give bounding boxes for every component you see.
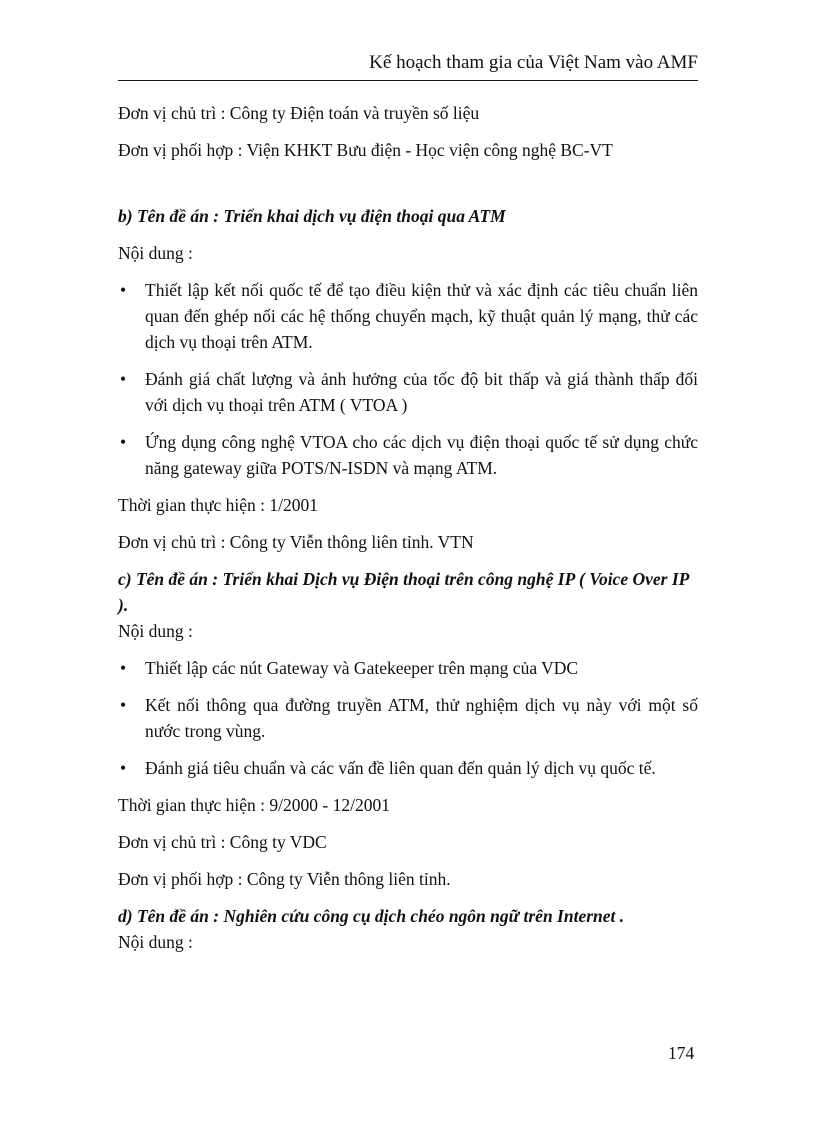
- bullet-icon: •: [120, 280, 127, 300]
- bullet-icon: •: [120, 369, 127, 389]
- running-header: Kế hoạch tham gia của Việt Nam vào AMF: [369, 52, 698, 73]
- list-item: • Đánh giá tiêu chuẩn và các vấn đề liên quan đến quản lý dịch vụ quốc tế.: [118, 755, 698, 781]
- list-item: • Đánh giá chất lượng và ảnh hưởng của tốc độ bit thấp và giá thành thấp đối với dịch vụ thoại trên ATM ( VTOA ): [118, 366, 698, 418]
- list-item: • Thiết lập các nút Gateway và Gatekeeper trên mạng của VDC: [118, 655, 698, 681]
- bullet-icon: •: [120, 695, 127, 715]
- section-c-content-label: Nội dung :: [118, 621, 193, 641]
- bullet-icon: •: [120, 432, 127, 452]
- section-c-host: Đơn vị chủ trì : Công ty VDC: [118, 832, 327, 852]
- bullet-icon: •: [120, 758, 127, 778]
- header-rule: [118, 80, 698, 81]
- intro-host: Đơn vị chủ trì : Công ty Điện toán và truyền số liệu: [118, 103, 480, 123]
- bullet-icon: •: [120, 658, 127, 678]
- section-d-content-label: Nội dung :: [118, 932, 193, 952]
- list-item: • Ứng dụng công nghệ VTOA cho các dịch vụ điện thoại quốc tế sử dụng chức năng gateway giữa POTS/N-ISDN và mạng ATM.: [118, 429, 698, 481]
- section-c-partner: Đơn vị phối hợp : Công ty Viễn thông liên tỉnh.: [118, 869, 451, 889]
- section-b-heading: b) Tên đề án : Triển khai dịch vụ điện thoại qua ATM: [118, 206, 506, 226]
- intro-partner: Đơn vị phối hợp : Viện KHKT Bưu điện - Học viện công nghệ BC-VT: [118, 140, 613, 160]
- page-number: 174: [668, 1043, 695, 1063]
- section-b-host: Đơn vị chủ trì : Công ty Viễn thông liên tỉnh. VTN: [118, 532, 474, 552]
- section-c-time: Thời gian thực hiện : 9/2000 - 12/2001: [118, 795, 390, 815]
- section-c-bullet-list: [118, 655, 698, 781]
- section-b-time: Thời gian thực hiện : 1/2001: [118, 495, 319, 515]
- page-content: [118, 100, 698, 955]
- section-d-heading: d) Tên đề án : Nghiên cứu công cụ dịch chéo ngôn ngữ trên Internet .: [118, 906, 625, 926]
- section-b-content-label: Nội dung :: [118, 243, 193, 263]
- section-c-heading: c) Tên đề án : Triển khai Dịch vụ Điện thoại trên công nghệ IP ( Voice Over IP ).: [118, 569, 689, 615]
- list-item: • Thiết lập kết nối quốc tế để tạo điều kiện thử và xác định các tiêu chuẩn liên quan đến ghép nối các hệ thống chuyển mạch, kỹ thuật quản lý mạng, thử các dịch vụ thoại trên ATM.: [118, 277, 698, 355]
- section-b-bullet-list: [118, 277, 698, 481]
- list-item: • Kết nối thông qua đường truyền ATM, thử nghiệm dịch vụ này với một số nước trong vùng.: [118, 692, 698, 744]
